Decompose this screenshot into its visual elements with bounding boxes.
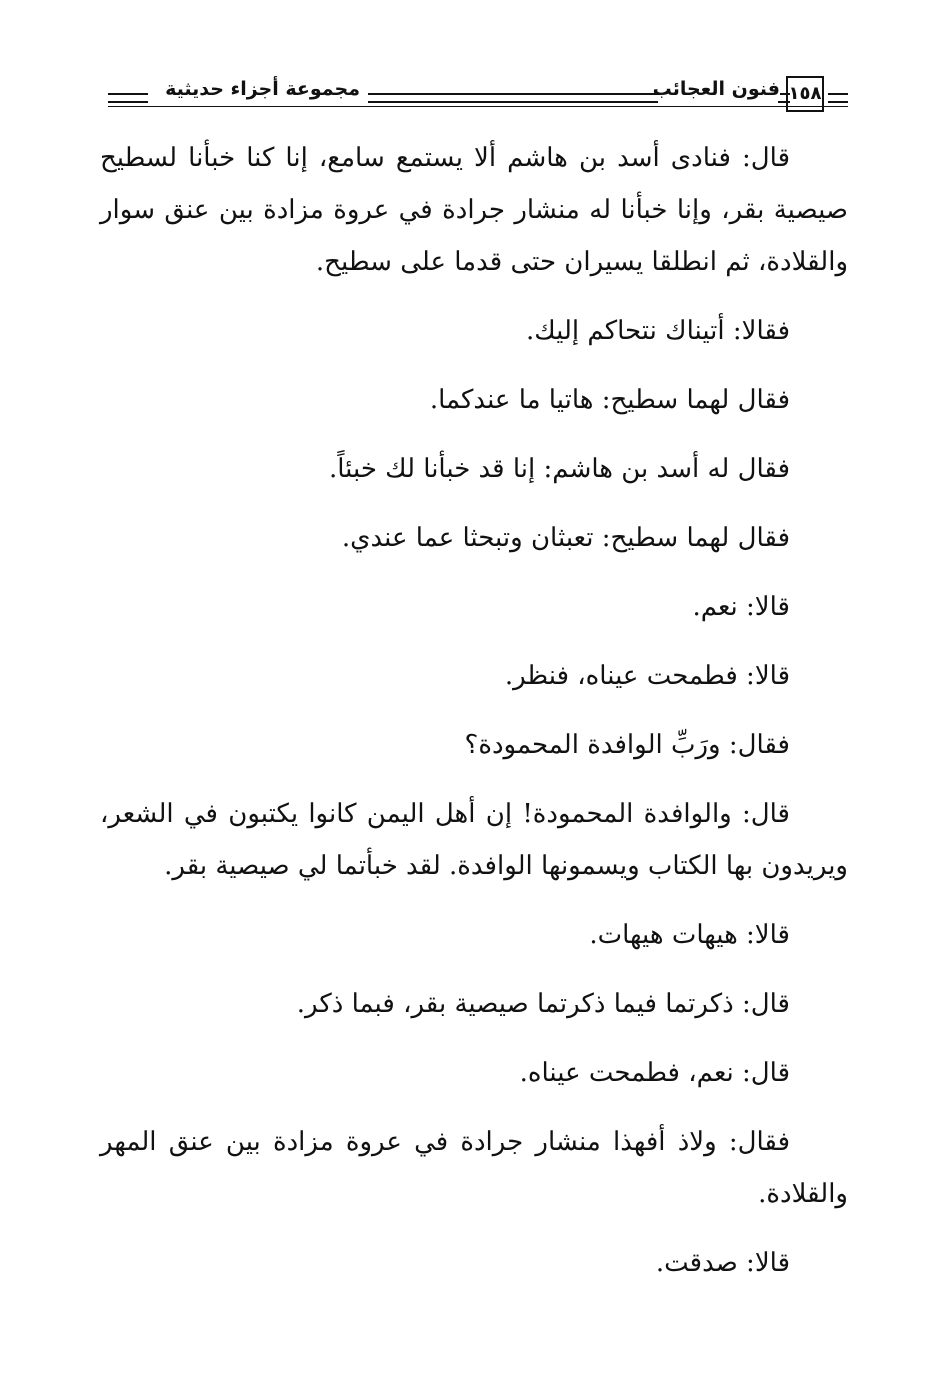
page-body [100,132,848,1306]
paragraph: قالا: صدقت. [655,1248,790,1278]
paragraph: قالا: نعم. [692,592,790,622]
paragraph: فقالا: أتيناك نتحاكم إليك. [525,316,790,346]
series-title: مجموعة أجزاء حديثية [165,78,360,100]
paragraph: فقال له أسد بن هاشم: إنا قد خبأنا لك خبئاً. [328,454,790,484]
header-ornament-rule [108,93,148,103]
paragraph: قال: ذكرتما فيما ذكرتما صيصية بقر، فبما ذكر. [296,989,790,1019]
paragraph: فقال: ولاذ أفهذا منشار جرادة في عروة مزادة بين عنق المهر والقلادة. [100,1127,848,1209]
paragraph: قالا: هيهات هيهات. [589,920,790,950]
header-ornament-rule [828,93,848,103]
page-number: ١٥٨ [786,76,824,112]
paragraph: قال: نعم، فطمحت عيناه. [519,1058,790,1088]
paragraph: فقال لهما سطيح: تعبثان وتبحثا عما عندي. [341,523,790,553]
header-underline [108,106,848,107]
paragraph: فقال لهما سطيح: هاتيا ما عندكما. [429,385,790,415]
book-title: فنون العجائب [652,78,780,100]
paragraph: قال: والوافدة المحمودة! إن أهل اليمن كانوا يكتبون في الشعر، ويريدون بها الكتاب ويسمونها الوافدة. لقد خبأتما لي صيصية بقر. [100,799,848,881]
paragraph: قالا: فطمحت عيناه، فنظر. [504,661,790,691]
paragraph: قال: فنادى أسد بن هاشم ألا يستمع سامع، إنا كنا خبأنا لسطيح صيصية بقر، وإنا خبأنا له منشار جرادة في عروة مزادة بين عنق سوار والقلادة، ثم انطلقا يسيران حتى قدما على سطيح. [100,143,848,277]
paragraph: فقال: ورَبِّ الوافدة المحمودة؟ [464,730,790,760]
running-header [108,70,848,130]
header-ornament-rule [368,93,658,103]
